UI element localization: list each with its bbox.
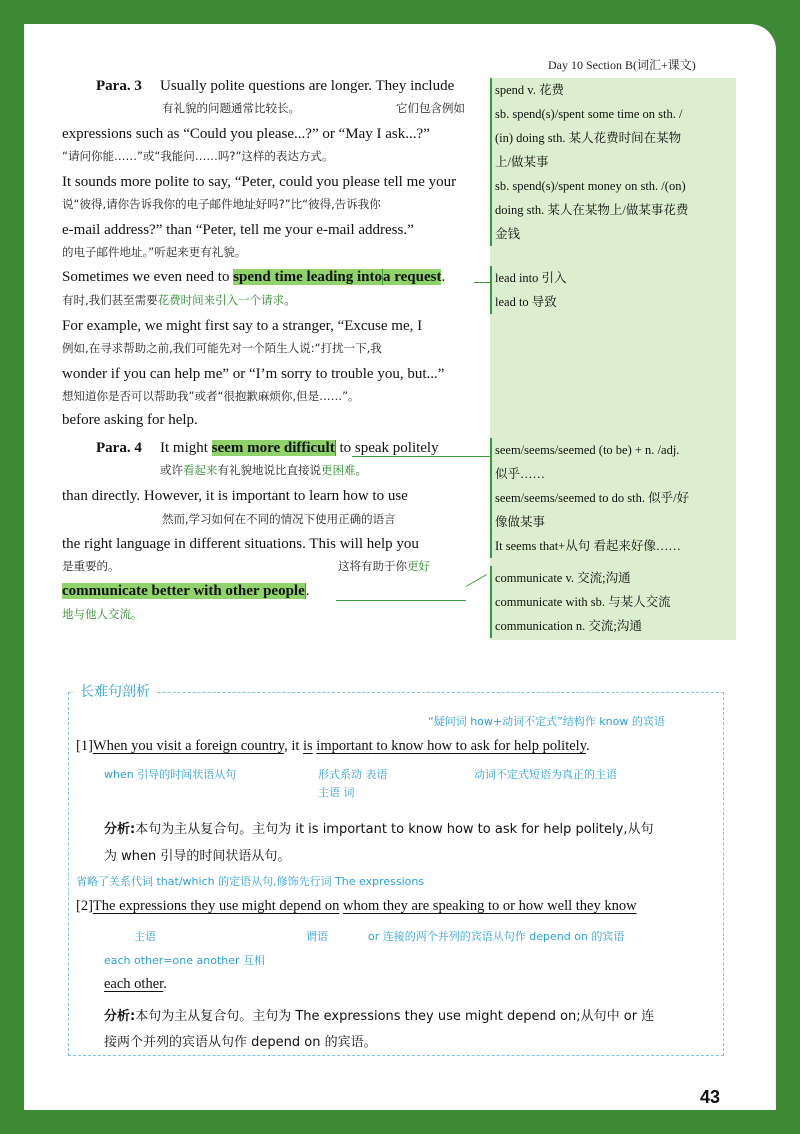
para3-line: Usually polite questions are longer. They include [160,78,455,94]
vocab-line: seem/seems/seemed (to be) + n. /adj. [495,443,680,457]
s1-analysis-cont: 为 when 引导的时间状语从句。 [104,849,291,864]
para3-text: Sometimes we even need to [62,269,234,285]
vocab-line: (in) doing sth. 某人花费时间在某物 [495,131,682,145]
vocab-spend [490,78,688,246]
s1-clause: When you visit a foreign country [92,738,285,754]
s2-phrase: each other [104,976,164,992]
s2-note: 谓语 [306,930,328,943]
vocab-lead [490,266,567,314]
s2-object: whom they are speaking to or how well they know [343,898,637,914]
highlight-spend-time: spend time leading into [233,269,382,285]
s1-note: 动词不定式短语为真正的主语 [474,768,617,781]
s1-object: how to ask for help politely [427,738,586,754]
vocab-line: spend v. 花费 [495,83,564,97]
vocab-line: seem/seems/seemed to do sth. 似乎/好 [495,491,690,505]
vocab-line: It seems that+从句 看起来好像…… [495,539,681,553]
s1-note: 形式系动 表语 [318,768,388,781]
cn-text: 有礼貌地说比直接说 [217,463,321,477]
para3-label: Para. 3 [96,78,142,94]
para4-text: to speak politely [335,440,439,456]
s2-note: 主语 [134,930,156,943]
para3-translation [62,292,296,308]
para3-line [62,269,445,286]
para3-translation: 有礼貌的问题通常比较长。 [162,101,300,115]
para3-line: before asking for help. [62,412,198,428]
para3-line: It sounds more polite to say, “Peter, could you please tell me your [62,174,457,190]
vocab-line: sb. spend(s)/spent money on sth. /(on) [495,179,686,193]
sentence-2 [76,898,637,915]
analysis-title: 长难句剖析 [74,681,156,701]
sentence-1 [76,738,590,755]
s1-note-top: “疑问词 how+动词不定式”结构作 know 的宾语 [428,715,665,728]
s2-clause: they use [186,898,242,914]
s2-subject: The expressions [92,898,187,914]
analysis-label: 分析: [104,1009,136,1024]
para3-line: expressions such as “Could you please...?” or “May I ask...?” [62,126,430,142]
connector-line [336,600,466,601]
cn-text: 。 [355,463,367,477]
para3-translation: 它们包含例如 [396,101,465,115]
s2-note: or 连接的两个并列的宾语从句作 depend on 的宾语 [368,930,625,943]
para4-text: . [305,583,310,599]
para3-line: e-mail address?” than “Peter, tell me your e-mail address.” [62,222,414,238]
para3-text: . [441,269,446,285]
s2-analysis-cont: 接两个并列的宾语从句作 depend on 的宾语。 [104,1035,377,1050]
connector-line [474,282,490,283]
s1-analysis [104,818,653,838]
s1-text: , it [284,738,303,754]
analysis-text: 本句为主从复合句。主句为 it is important to know how to ask for help politely,从句 [135,822,654,837]
para4-translation: 然而,学习如何在不同的情况下使用正确的语言 [162,512,396,526]
connector-line [352,456,490,457]
page-number: 43 [700,1087,721,1107]
s1-text: . [586,738,590,754]
vocab-line: sb. spend(s)/spent some time on sth. / [495,107,683,121]
para4-label: Para. 4 [96,440,142,456]
s1-verb: is [303,738,313,754]
para3-translation: 例如,在寻求帮助之前,我们可能先对一个陌生人说:“打扰一下,我 [62,341,382,355]
s1-note: when 引导的时间状语从句 [104,768,237,781]
para3-line: For example, we might first say to a stranger, “Excuse me, I [62,318,423,334]
para4-line [160,440,439,457]
vocab-seem [490,438,689,558]
s2-num: [2] [76,898,93,914]
para4-text: It might [160,440,212,456]
para4-line: than directly. However, it is important to learn how to use [62,488,408,504]
highlight-seem-more-difficult: seem more difficult [211,440,335,456]
para4-translation [338,558,430,574]
sentence-2-cont [104,976,167,993]
cn-text: 。 [284,293,296,307]
vocab-line: communicate v. 交流;沟通 [495,571,631,585]
s1-note: 主语 词 [318,786,355,799]
para3-translation: 的电子邮件地址。”听起来更有礼貌。 [62,245,247,259]
vocab-line: 上/做某事 [495,155,549,169]
vocab-communicate [490,566,671,638]
analysis-text: 本句为主从复合句。主句为 The expressions they use might depend on;从句中 or 连 [135,1009,655,1024]
cn-highlight: 花费时间来引入一个请求 [157,293,285,307]
para4-translation: 是重要的。 [62,559,120,573]
vocab-line: doing sth. 某人在某物上/做某事花费 [495,203,689,217]
s1-num: [1] [76,738,93,754]
para4-translation [160,462,367,478]
page-header: Day 10 Section B(词汇+课文) [548,58,696,72]
cn-text: 有时,我们甚至需要 [62,293,158,307]
s2-text: . [163,976,167,992]
s2-note: each other=one another 互相 [104,954,266,967]
cn-text: 这将有助于你 [338,559,407,573]
cn-text: 或许 [160,463,183,477]
s1-subject: to know [372,738,428,754]
vocab-line: communicate with sb. 与某人交流 [495,595,671,609]
vocab-line: lead into 引入 [495,271,567,285]
s2-predicate: might depend on [241,898,340,914]
vocab-line: lead to 导致 [495,295,557,309]
analysis-label: 分析: [104,822,136,837]
para4-line [62,583,309,600]
para3-translation: 说“彼得,请你告诉我你的电子邮件地址好吗?”比“彼得,告诉我你 [62,197,381,211]
cn-highlight: 更困难 [321,463,356,477]
para3-translation: 想知道你是否可以帮助我”或者“很抱歉麻烦你,但是……”。 [62,389,360,403]
para4-translation: 地与他人交流。 [62,607,143,621]
s2-note-top: 省略了关系代词 that/which 的定语从句,修饰先行词 The expressions [76,875,425,888]
vocab-line: 似乎…… [495,467,546,481]
para3-translation: “请问你能……”或“我能问……吗?”这样的表达方式。 [62,149,334,163]
para3-line: wonder if you can help me” or “I’m sorry to trouble you, but...” [62,366,445,382]
cn-highlight: 看起来 [183,463,218,477]
s1-predicative: important [316,738,373,754]
s2-analysis [104,1005,654,1025]
vocab-line: communication n. 交流;沟通 [495,619,642,633]
vocab-line: 金钱 [495,227,521,241]
vocab-line: 像做某事 [495,515,546,529]
highlight-communicate: communicate better with other people [62,583,305,599]
cn-highlight: 更好 [407,559,430,573]
para4-line: the right language in different situations. This will help you [62,536,419,552]
highlight-request: a request [383,269,442,285]
